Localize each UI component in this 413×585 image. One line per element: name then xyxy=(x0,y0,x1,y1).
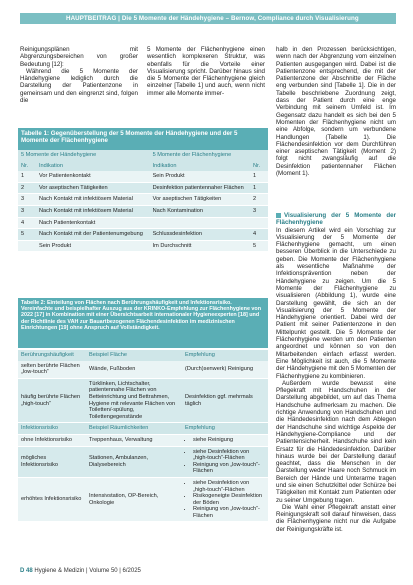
page-number: D 48 xyxy=(20,568,33,574)
table2-header-row: Berührungshäufigkeit Beispiel Fläche Empfehlung xyxy=(18,350,268,361)
list-item: • Risikogeneigte Desinfektion der Böden xyxy=(193,493,265,506)
journal-name: Hygiene & Medizin | Volume 50 | 6/2025 xyxy=(34,568,141,574)
list-item: • siehe Reinigung xyxy=(193,437,265,444)
section-heading: Visualisierung der 5 Momente der Flächenhygiene xyxy=(276,212,396,227)
table-row: 2 Vor aseptischen Tätigkeiten Desinfektion patientennaher Flächen 1 xyxy=(18,182,268,194)
header-text: HAUPTBEITRAG | Die 5 Momente der Händehygiene – Bernow, Compliance durch Visualisierung xyxy=(66,15,359,22)
left-column-text xyxy=(20,46,138,106)
table2 xyxy=(18,350,268,522)
paragraph: 5 Momente der Flächenhygiene einen wesentlich komplexeren Struktur, was ebenfalls für die Vorteile einer Visualisierung spricht. Darüber hinaus sind die 5 Momente der Flächenhygiene gleich einzelner [Tabelle 1] und auch, wenn nicht immer alle Momente immer- xyxy=(147,46,265,97)
table1-header-row: 5 Momente der Händehygiene 5 Momente der Flächenhygiene xyxy=(18,150,268,161)
list-item: • Reinigung von „low-touch“-Flächen xyxy=(193,506,265,519)
table-row: 5 Nach Kontakt mit der Patientenumgebung Schlussdesinfektion 4 xyxy=(18,229,268,241)
table-row: 1 Vor Patientenkontakt Sein Produkt 1 xyxy=(18,171,268,182)
table1-caption: Tabelle 1: Gegenüberstellung der 5 Momente der Händehygiene und der 5 Momente der Flächenhygiene xyxy=(18,128,268,150)
list-item: • Reinigung von „low-touch“-Flächen xyxy=(193,462,265,475)
paragraph: halb in den Prozessen berücksichtigen, wenn nach der Abgrenzung vom einzelnen Patienten ausgegangen wird. Dabei ist die Patientenzone entsprechend, die mit der Patientenzone der Abschnitte der Fläche eng verbunden sind [Tabelle 1]. Die in der Tabelle beschriebene Zuordnung zeigt, dass der Patient durch eine enge Verbindung mit seinem Umfeld ist. Im Gegensatz dazu handelt es sich bei den 5 Momenten der Flächenhygiene nicht um eine Abfolge, sondern um verbundene Handlungen (Tabelle 1). Die Flächendesinfektion vor dem Durchführen einer aseptischen Tätigkeit (Moment 2) folgt nicht zwangsläufig auf die Desinfektion patientennaher Flächen (Moment 1). xyxy=(276,46,396,178)
table2-section-header: Infektionsrisiko Beispiel Räumlichkeiten Empfehlung xyxy=(18,423,268,435)
paragraph: Außerdem wurde bewusst eine Pflegekraft mit Handschuhen in der Darstellung abgebildet, um auf das Thema Handschuhe aufmerksam zu machen. Die richtige Anwendung von Handschuhen und die Händedesinfektion nach dem Ablegen der Handschuhe sind wichtige Aspekte der Händehygiene-Compliance und der Patientensicherheit. Handschuhe sind kein Ersatz für die Händedesinfektion. Darüber hinaus wurde bei der Darstellung darauf geachtet, dass die Menschen in der Darstellung weder Haare noch Schmuck im Bereich der Hände und Unterarme tragen und sie einen Schutzkittel oder Schürze bei Tätigkeiten mit Kontakt zum Patienten oder zu seiner Umgebung tragen. xyxy=(276,379,396,504)
table-row: 4 Nach Patientenkontakt xyxy=(18,217,268,229)
square-bullet-icon xyxy=(276,213,281,218)
table1 xyxy=(18,150,268,252)
paragraph: Die Wahl einer Pflegekraft anstatt einer Reinigungskraft soll darauf hinweisen, dass die Flächenhygiene nicht nur die Aufgabe der Reinigungskräfte ist. xyxy=(276,503,396,533)
right-column-text xyxy=(276,46,396,208)
table-row: selten berührte Flächen „low-touch“ Wände, Fußboden (Durch)senwerk) Reinigung xyxy=(18,361,268,379)
table-row: erhöhtes Infektionsrisiko Intensivstation, OP-Bereich, Onkologie • siehe Desinfektion von „high-touch“-Flächen • Risikogeneigte Desinfektion der Böden • Reinigung von „low-touch“-Flächen xyxy=(18,477,268,522)
page-footer xyxy=(20,568,141,574)
table-row: 3 Nach Kontakt mit infektiösem Material Nach Kontamination 3 xyxy=(18,205,268,217)
paragraph: Während die 5 Momente der Händehygiene lediglich durch die Darstellung der Patientenzone in gemeinsam und den eingrenzt sind, folgen die xyxy=(20,67,138,105)
section-visualisierung xyxy=(276,212,396,562)
list-item: • siehe Desinfektion von „high-touch“-Flächen xyxy=(193,480,265,493)
table1-subheader-row: Nr. Indikation Indikation Nr. xyxy=(18,161,268,172)
paragraph: In diesem Artikel wird ein Vorschlag zur Visualisierung der 5 Momente der Flächenhygiene gemacht, um einen besseren Überblick in die Unterschiede zu geben. Die Momente der Flächenhygiene als wesentliche Maßnahme der Infektionsprävention neben der Händehygiene zu zeigen. Um die 5 Momente der Flächenhygiene zu visualisieren (Abbildung 1), wurde eine Darstellung gewählt, die sich an der Visualisierung der 5 Momente der Händehygiene orientiert. Dabei wird der Patient mit seiner Patientenzone in den Mittelpunkt gestellt. Die 5 Momente der Flächenhygiene werden um den Patienten angeordnet und können so von den Mitarbeitenden einfach erfasst werden. Eine Möglichkeit ist auch, die 5 Momente der Händehygiene mit den 5 Momenten der Flächenhygiene zu kombinieren. xyxy=(276,226,396,380)
table-row: mögliches Infektionsrisiko Stationen, Ambulanzen, Dialysebereich • siehe Desinfektion von „high-touch“-Flächen • Reinigung von „low-touch“-Flächen xyxy=(18,446,268,477)
table2-caption: Tabelle 2: Einteilung von Flächen nach Berührungshäufigkeit und Infektionsrisiko. Vereinfachte und beispielhafter Auszug aus der KRINKO-Empfehlung zur Flächenhygiene von 2022 [17] in Kombination mit einer Übersichtsarbeit internationaler Hygieneexperten [18] und der Richtlinie des VAH zur Bauartbezogenen Flächendesinfektion im medizinischen Einrichtungen [19] ohne Anspruch auf Vollständigkeit. xyxy=(18,298,268,348)
list-item: • siehe Desinfektion von „high-touch“-Flächen xyxy=(193,449,265,462)
table-row: ohne Infektionsrisiko Treppenhaus, Verwaltung • siehe Reinigung xyxy=(18,434,268,446)
paragraph: Reinigungsplänen mit Abgrenzungsbereichen von großer Bedeutung [12]: xyxy=(20,46,138,68)
table-row: Sein Produkt Im Durchschnitt 5 xyxy=(18,240,268,252)
table-row: häufig berührte Flächen „high-touch“ Türklinken, Lichtschalter, patientennahe Flächen von Betteinrichtung und Bettrahmen, Hygiene mit relevante Flächen von Toiletten/-spülung, Toilettengegenstände Desinfektion ggf. mehrmals täglich xyxy=(18,378,268,423)
middle-column-text xyxy=(147,46,265,106)
running-header xyxy=(20,13,396,24)
table-row: 3 Nach Kontakt mit infektiösem Material Vor aseptischen Tätigkeiten 2 xyxy=(18,194,268,206)
